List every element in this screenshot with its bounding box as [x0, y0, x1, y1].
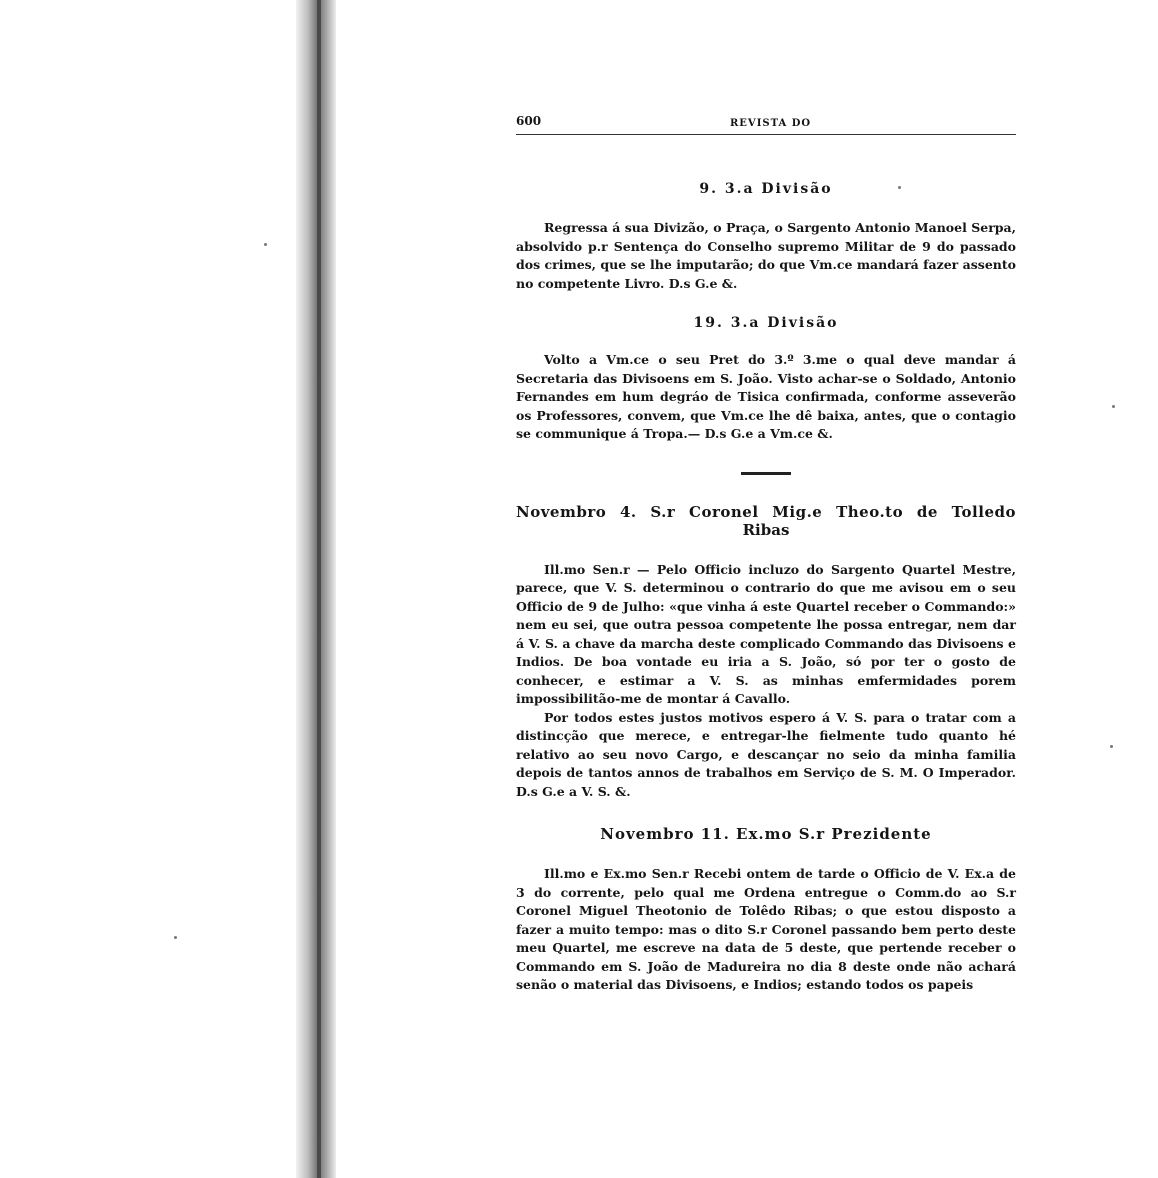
paragraph-por-todos: Por todos estes justos motivos espero á V. S. para o tratar com a distincção que merece, e entregar-lhe fielmente tudo quanto hé relativo ao seu novo Cargo, e descançar no seio da minha familia depois de tantos annos de trabalhos em Serviço de S. M. O Imperador. D.s G.e a V. S. &.	[516, 709, 1016, 799]
section-heading-novembro-11: Novembro 11. Ex.mo S.r Prezidente	[600, 825, 932, 843]
section-heading-9-divisao: 9. 3.a Divisão	[699, 181, 833, 197]
paragraph-regressa: Regressa á sua Divizão, o Praça, o Sargento Antonio Manoel Serpa, absolvido p.r Sentença do Conselho supremo Militar de 9 do passado dos crimes, que se lhe imputarão; do que Vm.ce mandará fazer assento no competente Livro. D.s G.e &.	[516, 220, 1016, 291]
book-gutter-line	[317, 0, 321, 1178]
paragraph-illmo-officio: Ill.mo Sen.r — Pelo Officio incluzo do Sargento Quartel Mestre, parece, que V. S. determinou o contrario do que me avisou em o seu Officio de 9 de Julho: «que vinha á este Quartel receber o Commando:» nem eu sei, que outra pessoa competente lhe possa entregar, nem dar á V. S. a chave da marcha deste complicado Commando das Divisoens e Indios. De boa vontade eu iria a S. João, só por ter o gosto de conhecer, e estimar a V. S. as minhas emfermidades porem impossibilitão-me de montar á Cavallo.	[516, 561, 1016, 706]
paper-speck	[1110, 745, 1113, 748]
section-heading-novembro-4-line2: Ribas	[742, 520, 790, 539]
page-number: 600	[516, 114, 542, 128]
book-spine-shadow	[296, 0, 336, 1178]
section-heading-19-divisao: 19. 3.a Divisão	[693, 315, 839, 331]
paragraph-volto: Volto a Vm.ce o seu Pret do 3.º 3.me o qual deve mandar á Secretaria das Divisoens em S. João. Visto achar-se o Soldado, Antonio Fernandes em hum degráo de Tisica confirmada, conforme asseverão os Professores, convem, que Vm.ce lhe dê baixa, antes, que o contagio se communique á Tropa.— D.s G.e a Vm.ce &.	[516, 352, 1016, 441]
paragraph-recebi-ontem: Ill.mo e Ex.mo Sen.r Recebi ontem de tarde o Officio de V. Ex.a de 3 do corrente, pelo qual me Ordena entregue o Comm.do ao S.r Coronel Miguel Theotonio de Tolêdo Ribas; o que estou disposto a fazer a muito tempo: mas o dito S.r Coronel passando bem perto deste meu Quartel, me escreve na data de 5 deste, que pertende receber o Commando em S. João de Madureira no dia 8 deste onde não achará senão o material das Divisoens, e Indios; estando todos os papeis	[516, 866, 1016, 992]
running-head-title: REVISTA DO	[730, 118, 812, 129]
paper-speck	[264, 243, 267, 246]
running-head	[516, 110, 1016, 135]
section-heading-novembro-4: Novembro 4. S.r Coronel Mig.e Theo.to de Tolledo	[516, 502, 1016, 521]
book-page	[516, 110, 1016, 995]
paper-speck	[174, 936, 177, 939]
paper-speck	[1112, 405, 1115, 408]
